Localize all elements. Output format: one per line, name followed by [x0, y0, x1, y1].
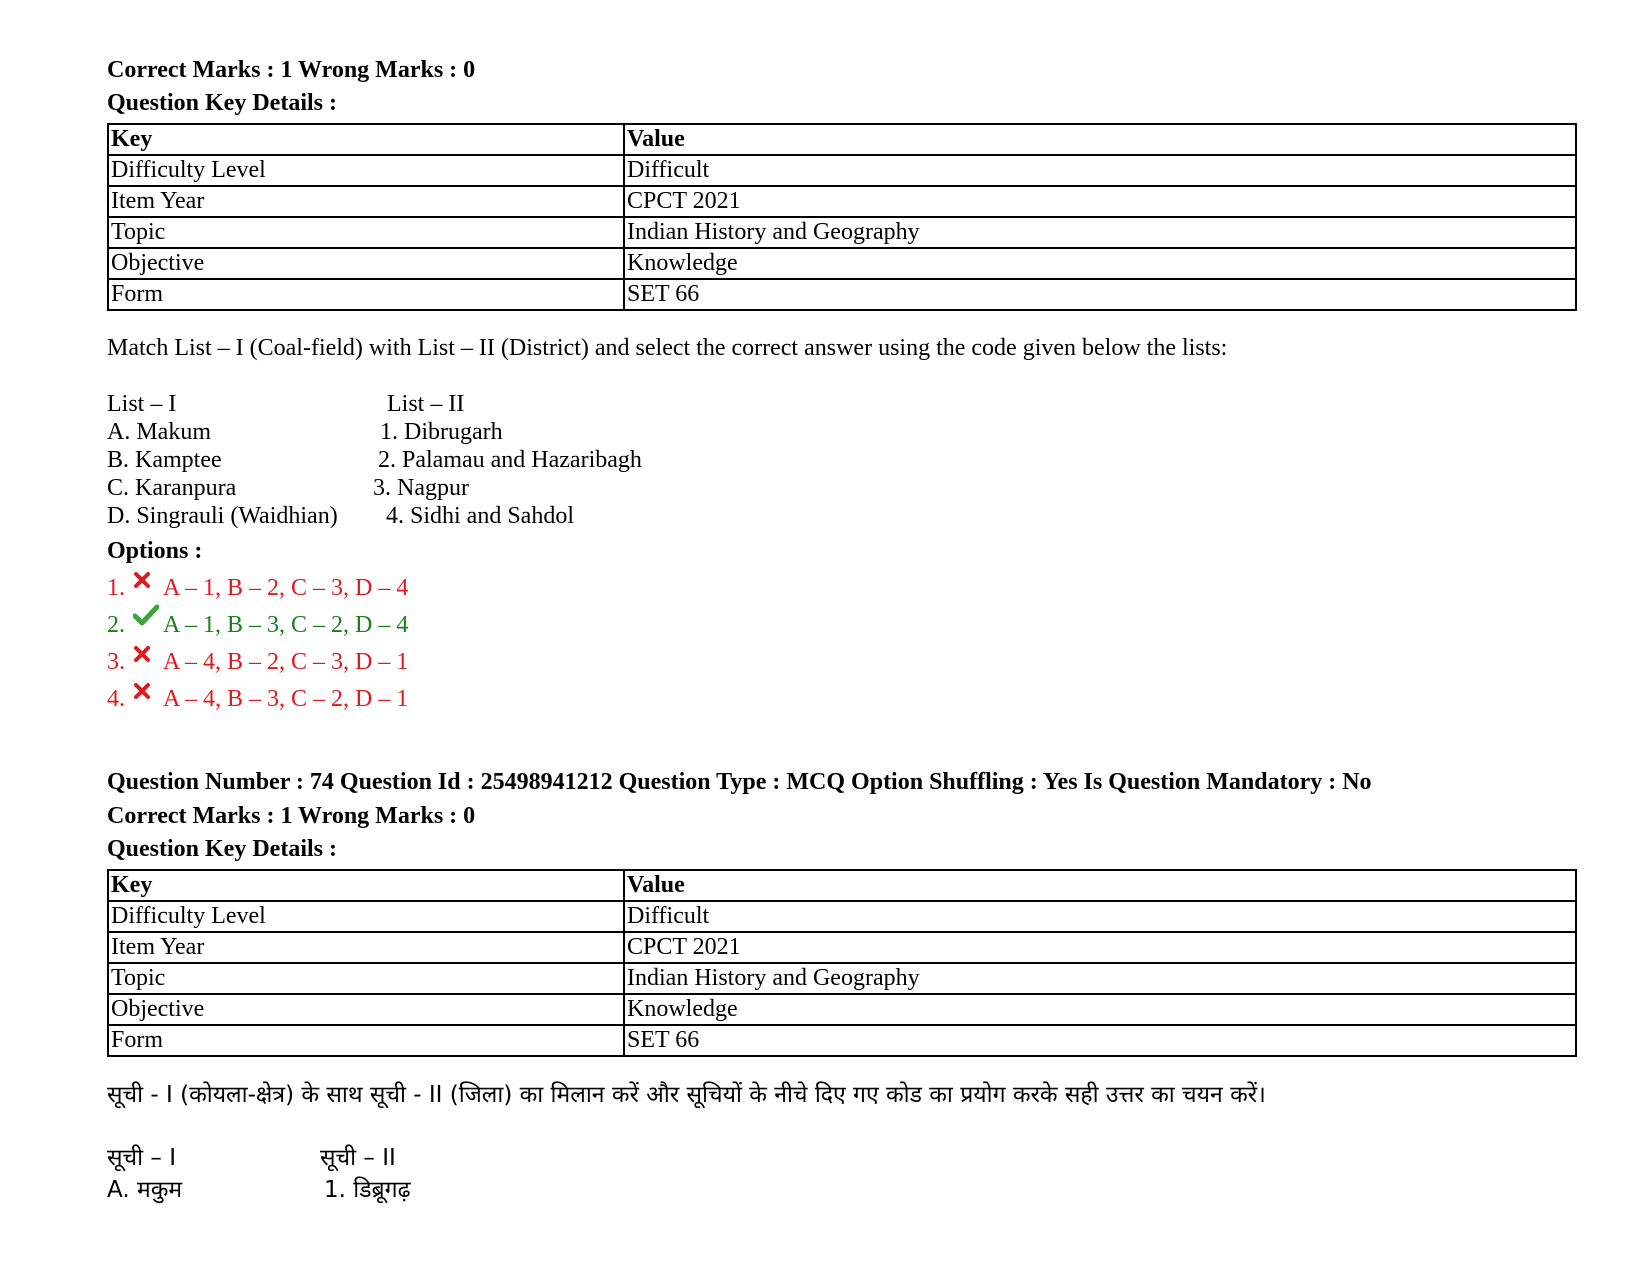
table-cell-value: SET 66 — [624, 1025, 1576, 1056]
q1-question-text: Match List – I (Coal-field) with List – II (District) and select the correct answer using the code given below the lists: — [107, 335, 1228, 361]
q1-marks-line: Correct Marks : 1 Wrong Marks : 0 — [107, 57, 476, 83]
option-4 — [107, 684, 408, 714]
option-text: A – 4, B – 2, C – 3, D – 1 — [163, 649, 409, 675]
q2-header-line: Question Number : 74 Question Id : 25498941212 Question Type : MCQ Option Shuffling : Yes Is Question Mandatory : No — [107, 769, 1372, 795]
table-row — [108, 963, 1576, 994]
table-cell-key: Objective — [108, 994, 624, 1025]
table-row — [108, 248, 1576, 279]
option-number: 1. — [107, 575, 125, 601]
table-header-row — [108, 870, 1576, 901]
option-3 — [107, 647, 408, 677]
table-cell-key: Topic — [108, 217, 624, 248]
q1-key-details-label: Question Key Details : — [107, 90, 337, 116]
option-number: 4. — [107, 686, 125, 712]
q1-list2-title: List – II — [387, 391, 465, 417]
option-number: 3. — [107, 649, 125, 675]
table-row — [108, 1025, 1576, 1056]
option-1 — [107, 573, 408, 603]
option-number: 2. — [107, 612, 125, 638]
table-row — [108, 217, 1576, 248]
table-cell-key: Item Year — [108, 932, 624, 963]
table-cell-key: Difficulty Level — [108, 901, 624, 932]
table-cell-value: SET 66 — [624, 279, 1576, 310]
option-text: A – 1, B – 2, C – 3, D – 4 — [163, 575, 409, 601]
q2-list1-item: A. मकुम — [107, 1177, 183, 1203]
option-2 — [107, 610, 408, 640]
table-cell-key: Objective — [108, 248, 624, 279]
q2-marks-line: Correct Marks : 1 Wrong Marks : 0 — [107, 803, 476, 829]
table-cell-value: Difficult — [624, 901, 1576, 932]
table-row — [108, 932, 1576, 963]
cross-icon — [133, 641, 163, 671]
q1-list2-item: 1. Dibrugarh — [380, 419, 503, 445]
table-row — [108, 901, 1576, 932]
q1-key-details-table — [107, 123, 1577, 311]
list1-item: B. Kamptee — [107, 447, 222, 473]
q1-options-label: Options : — [107, 538, 203, 564]
option-text: A – 4, B – 3, C – 2, D – 1 — [163, 686, 409, 712]
q1-list2-item: 3. Nagpur — [373, 475, 469, 501]
table-row — [108, 279, 1576, 310]
table-cell-key: Difficulty Level — [108, 155, 624, 186]
cross-icon — [133, 678, 163, 708]
table-cell-value: CPCT 2021 — [624, 932, 1576, 963]
list1-title: List – I — [107, 391, 177, 417]
table-cell-value: Difficult — [624, 155, 1576, 186]
table-header-value: Value — [624, 870, 1576, 901]
table-header-key: Key — [108, 870, 624, 901]
list1-item: A. Makum — [107, 419, 211, 445]
q2-list1-title: सूची – I — [107, 1145, 177, 1171]
list1-item: D. Singrauli (Waidhian) — [107, 503, 338, 529]
table-cell-key: Item Year — [108, 186, 624, 217]
cross-icon — [133, 567, 163, 597]
q1-list2-item: 4. Sidhi and Sahdol — [386, 503, 575, 529]
table-cell-key: Form — [108, 1025, 624, 1056]
check-icon — [133, 604, 163, 634]
table-cell-value: Indian History and Geography — [624, 963, 1576, 994]
table-row — [108, 994, 1576, 1025]
table-cell-key: Topic — [108, 963, 624, 994]
q2-list2-item: 1. डिब्रूगढ़ — [324, 1177, 411, 1203]
q1-list2-item: 2. Palamau and Hazaribagh — [378, 447, 642, 473]
q2-key-details-table — [107, 869, 1577, 1057]
table-cell-key: Form — [108, 279, 624, 310]
table-header-row — [108, 124, 1576, 155]
table-row — [108, 186, 1576, 217]
q1-list1 — [107, 390, 338, 530]
table-row — [108, 155, 1576, 186]
q2-key-details-label: Question Key Details : — [107, 836, 337, 862]
q2-list2-title: सूची – II — [320, 1145, 396, 1171]
option-text: A – 1, B – 3, C – 2, D – 4 — [163, 612, 409, 638]
table-cell-value: Indian History and Geography — [624, 217, 1576, 248]
table-cell-value: Knowledge — [624, 248, 1576, 279]
table-header-key: Key — [108, 124, 624, 155]
table-header-value: Value — [624, 124, 1576, 155]
table-cell-value: Knowledge — [624, 994, 1576, 1025]
q2-question-text-hindi: सूची - I (कोयला-क्षेत्र) के साथ सूची - II (जिला) का मिलान करें और सूचियों के नीचे दिए गए कोड का प्रयोग करके सही उत्तर का चयन करें। — [107, 1082, 1266, 1108]
list1-item: C. Karanpura — [107, 475, 237, 501]
table-cell-value: CPCT 2021 — [624, 186, 1576, 217]
